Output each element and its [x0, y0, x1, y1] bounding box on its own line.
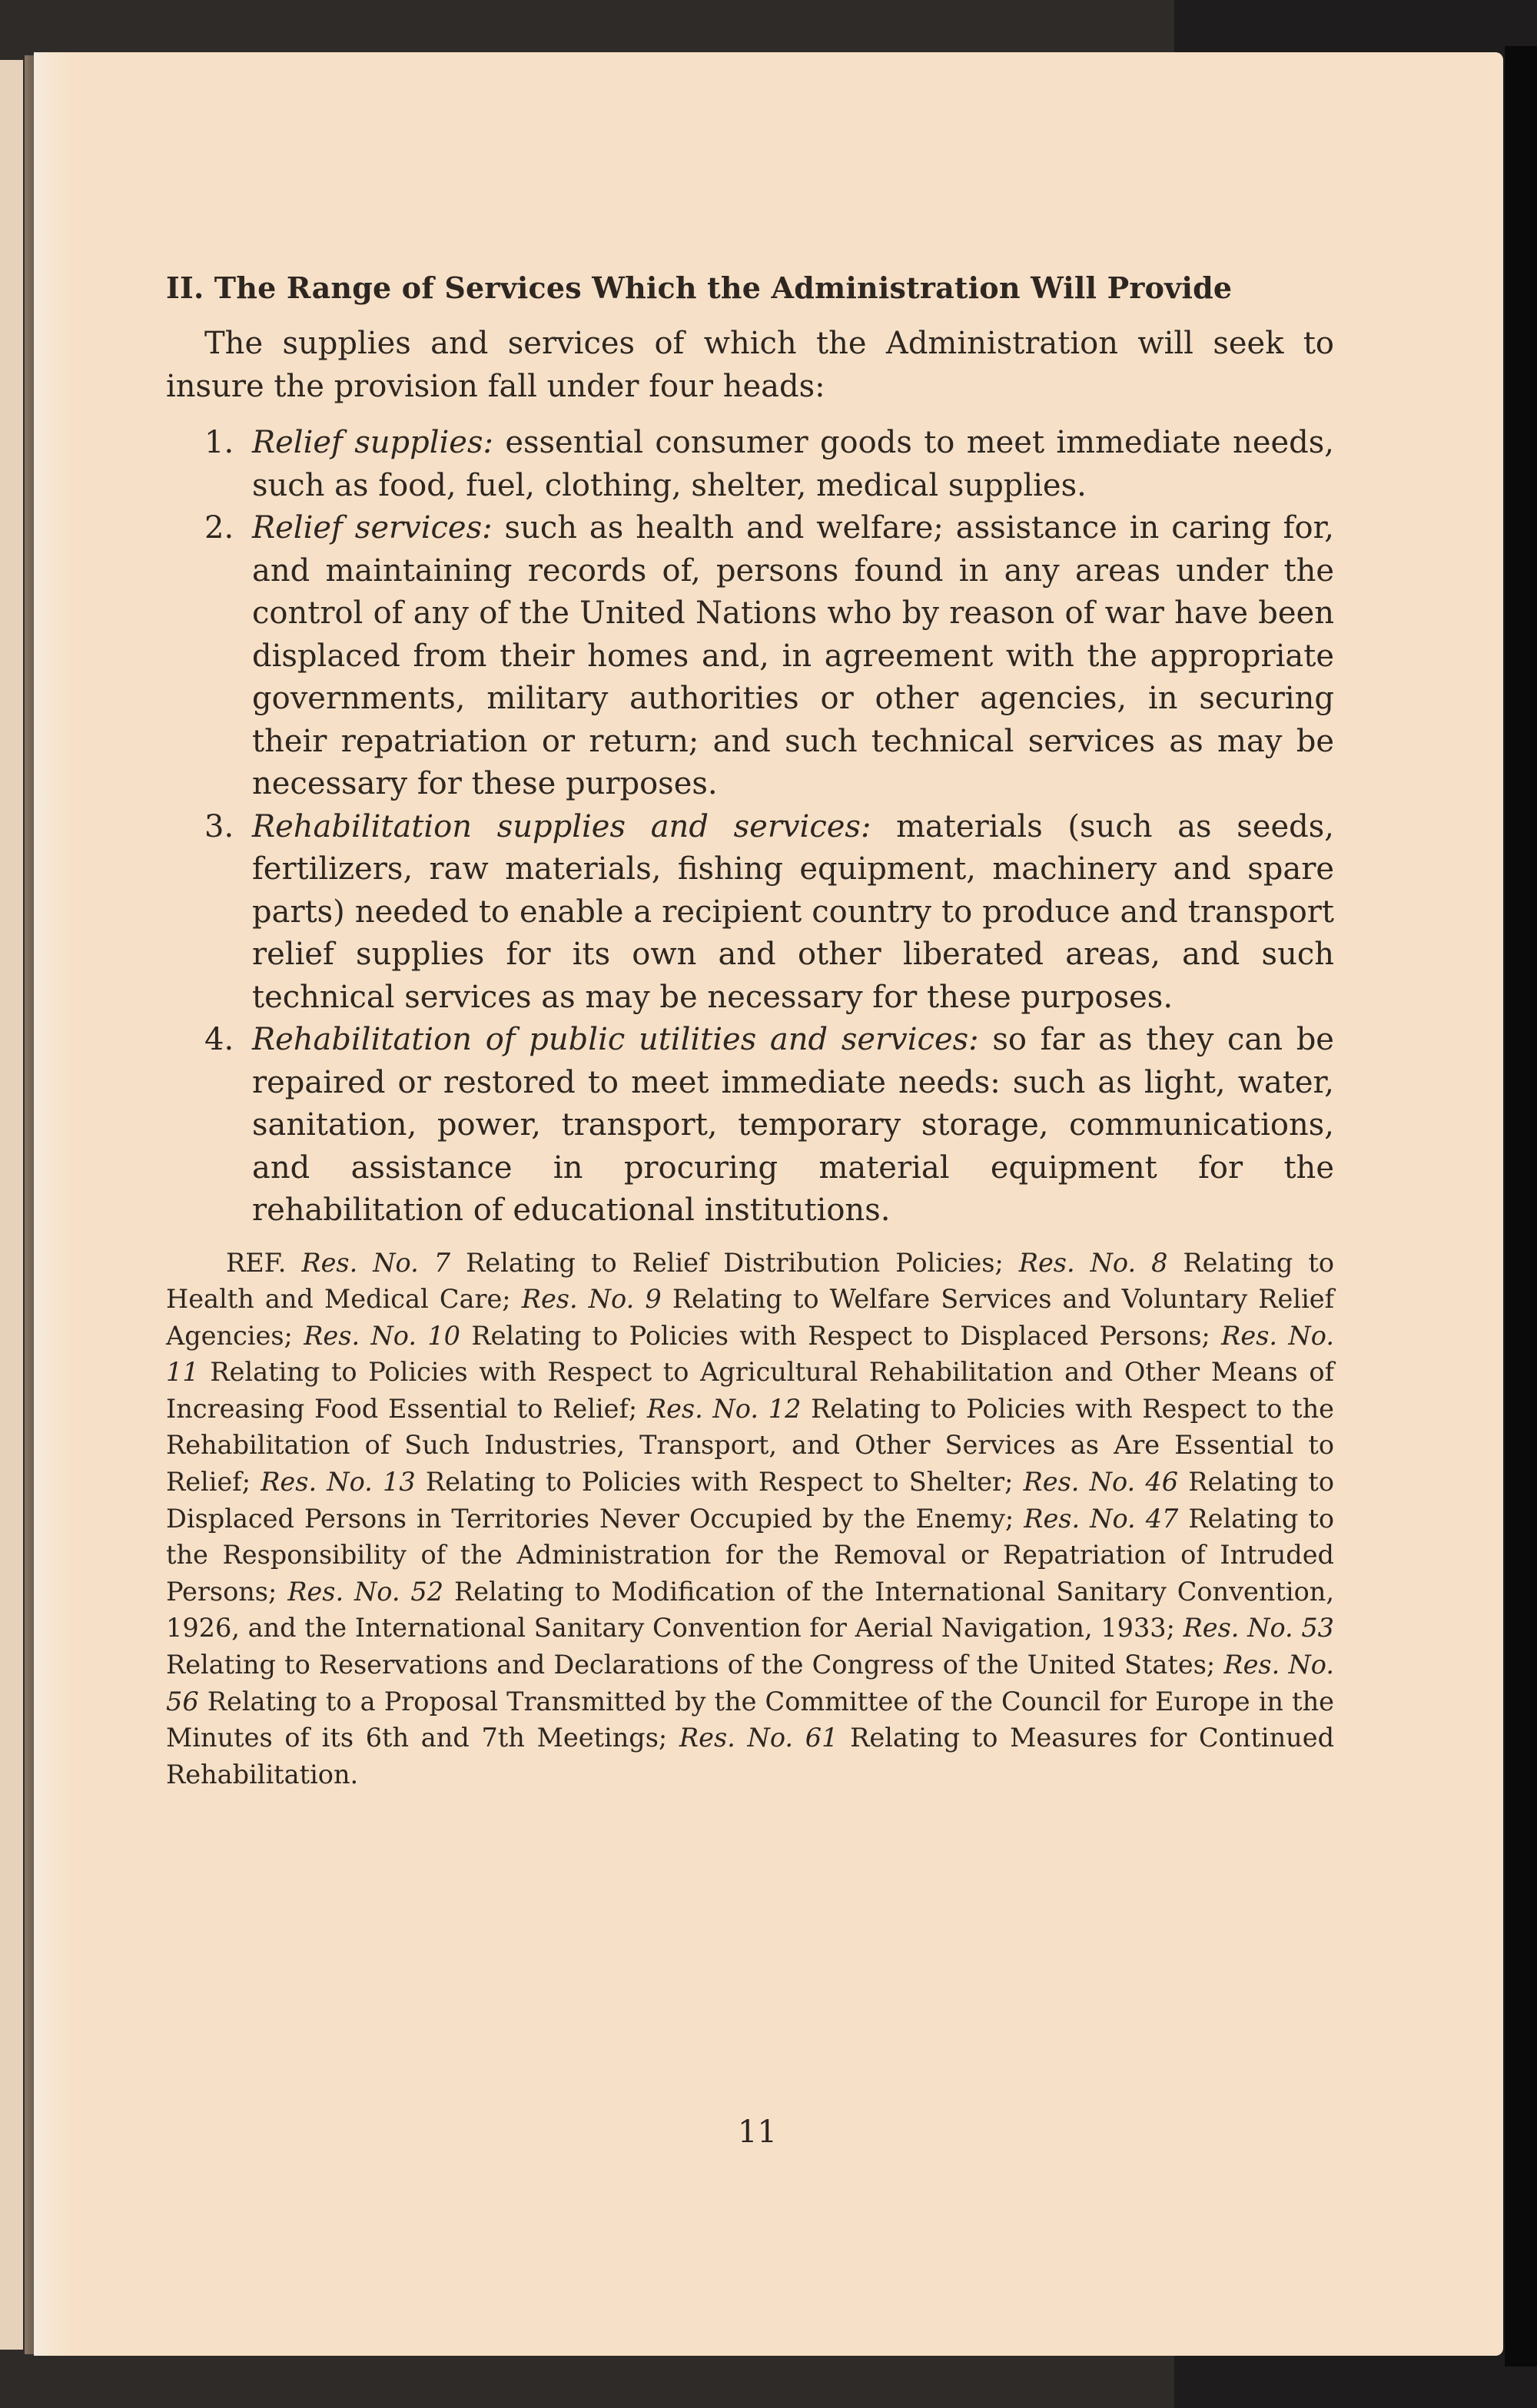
resolution-title: Relating to Policies with Respect to Agricultural Rehabilitation and Other Means of Increasing Food Essential to Relief; [166, 1357, 1334, 1424]
resolution-ref: Res. No. 12 [646, 1393, 802, 1424]
list-item-relief-services [166, 507, 1334, 806]
item-term: Relief supplies: [252, 425, 493, 460]
resolution-title: Relating to Reservations and Declarations of the Congress of the United States; [166, 1650, 1216, 1680]
references-paragraph [166, 1245, 1334, 1793]
item-term: Rehabilitation supplies and services: [252, 808, 871, 844]
resolution-ref: Res. No. 53 [1183, 1613, 1334, 1643]
resolution-title: Relating to Modification of the International Sanitary Convention, 1926, and the International Sanitary Convention for Aerial Navigation, 1933; [166, 1576, 1334, 1643]
resolution-title: Relating to Relief Distribution Policies; [450, 1247, 1004, 1278]
list-item-public-utilities [166, 1019, 1334, 1232]
item-number: 1. [204, 425, 234, 460]
item-text: materials (such as seeds, fertilizers, raw materials, fishing equipment, machinery and spare parts) needed to enable a recipient country to produce and transport relief supplies for its own and other liberated areas, and such technical services as may be necessary for these purposes. [252, 808, 1334, 1015]
item-text: so far as they can be repaired or restored to meet immediate needs: such as light, water, sanitation, power, transport, temporary storage, communications, and assistance in procuring material equipment for the rehabilitation of educational institutions. [252, 1022, 1334, 1228]
item-term: Relief services: [252, 510, 493, 546]
resolution-title: Relating to Policies with Respect to Shelter; [415, 1467, 1014, 1498]
page-content [166, 270, 1334, 1819]
resolution-ref: Res. No. 56 [166, 1650, 1334, 1716]
book-cover-edge [1505, 46, 1537, 2367]
resolution-title: Relating to Policies with Respect to the Rehabilitation of Such Industries, Transport, and Other Services as Are Essential to Relief; [166, 1393, 1334, 1498]
resolution-ref: Res. No. 11 [166, 1320, 1334, 1388]
resolution-ref: Res. No. 10 [304, 1320, 460, 1351]
item-number: 2. [204, 510, 234, 546]
resolution-ref: Res. No. 46 [1023, 1467, 1179, 1498]
item-term: Rehabilitation of public utilities and services: [252, 1022, 979, 1057]
item-number: 3. [204, 808, 234, 844]
resolution-title: Relating to Displaced Persons in Territories Never Occupied by the Enemy; [166, 1467, 1334, 1534]
previous-page-edge [0, 60, 23, 2350]
intro-paragraph: The supplies and services of which the Administration will seek to insure the provision fall under four heads: [166, 326, 1334, 404]
resolution-ref: Res. No. 52 [287, 1576, 444, 1607]
item-text: such as health and welfare; assistance in caring for, and maintaining records of, persons found in any areas under the control of any of the United Nations who by reason of war have been displaced from their homes and, in agreement with the appropriate governments, military authorities or other agencies, in securing their repatriation or return; and such technical services as may be necessary for these purposes. [252, 510, 1335, 801]
resolution-title: Relating to a Proposal Transmitted by the Committee of the Council for Europe in the Minutes of its 6th and 7th Meetings; [166, 1686, 1334, 1753]
services-list [166, 422, 1334, 1232]
list-item-rehabilitation-supplies [166, 806, 1334, 1020]
section-heading: II. The Range of Services Which the Administration Will Provide [166, 270, 1233, 305]
list-item-relief-supplies [166, 422, 1334, 507]
resolution-ref: Res. No. 13 [261, 1467, 416, 1498]
resolution-ref: Res. No. 8 [1018, 1247, 1168, 1278]
page-number: 11 [738, 2114, 777, 2150]
resolution-title: Relating to Welfare Services and Voluntary Relief Agencies; [166, 1284, 1335, 1351]
item-text: essential consumer goods to meet immediate needs, such as food, fuel, clothing, shelter, medical supplies. [252, 425, 1335, 503]
resolution-title: Relating to Policies with Respect to Displaced Persons; [460, 1320, 1210, 1351]
book-spine-gutter [25, 55, 34, 2354]
resolution-ref: Res. No. 9 [521, 1284, 662, 1315]
resolution-title: Relating to the Responsibility of the Administration for the Removal or Repatriation of Intruded Persons; [166, 1503, 1334, 1607]
resolution-ref: Res. No. 47 [1024, 1503, 1179, 1534]
references-label: REF. [226, 1247, 287, 1278]
resolution-ref: Res. No. 61 [679, 1723, 838, 1753]
resolution-ref: Res. No. 7 [301, 1247, 451, 1278]
resolution-title: Relating to Health and Medical Care; [166, 1247, 1334, 1315]
resolution-title: Relating to Measures for Continued Rehabilitation. [166, 1723, 1335, 1789]
item-number: 4. [204, 1022, 234, 1057]
